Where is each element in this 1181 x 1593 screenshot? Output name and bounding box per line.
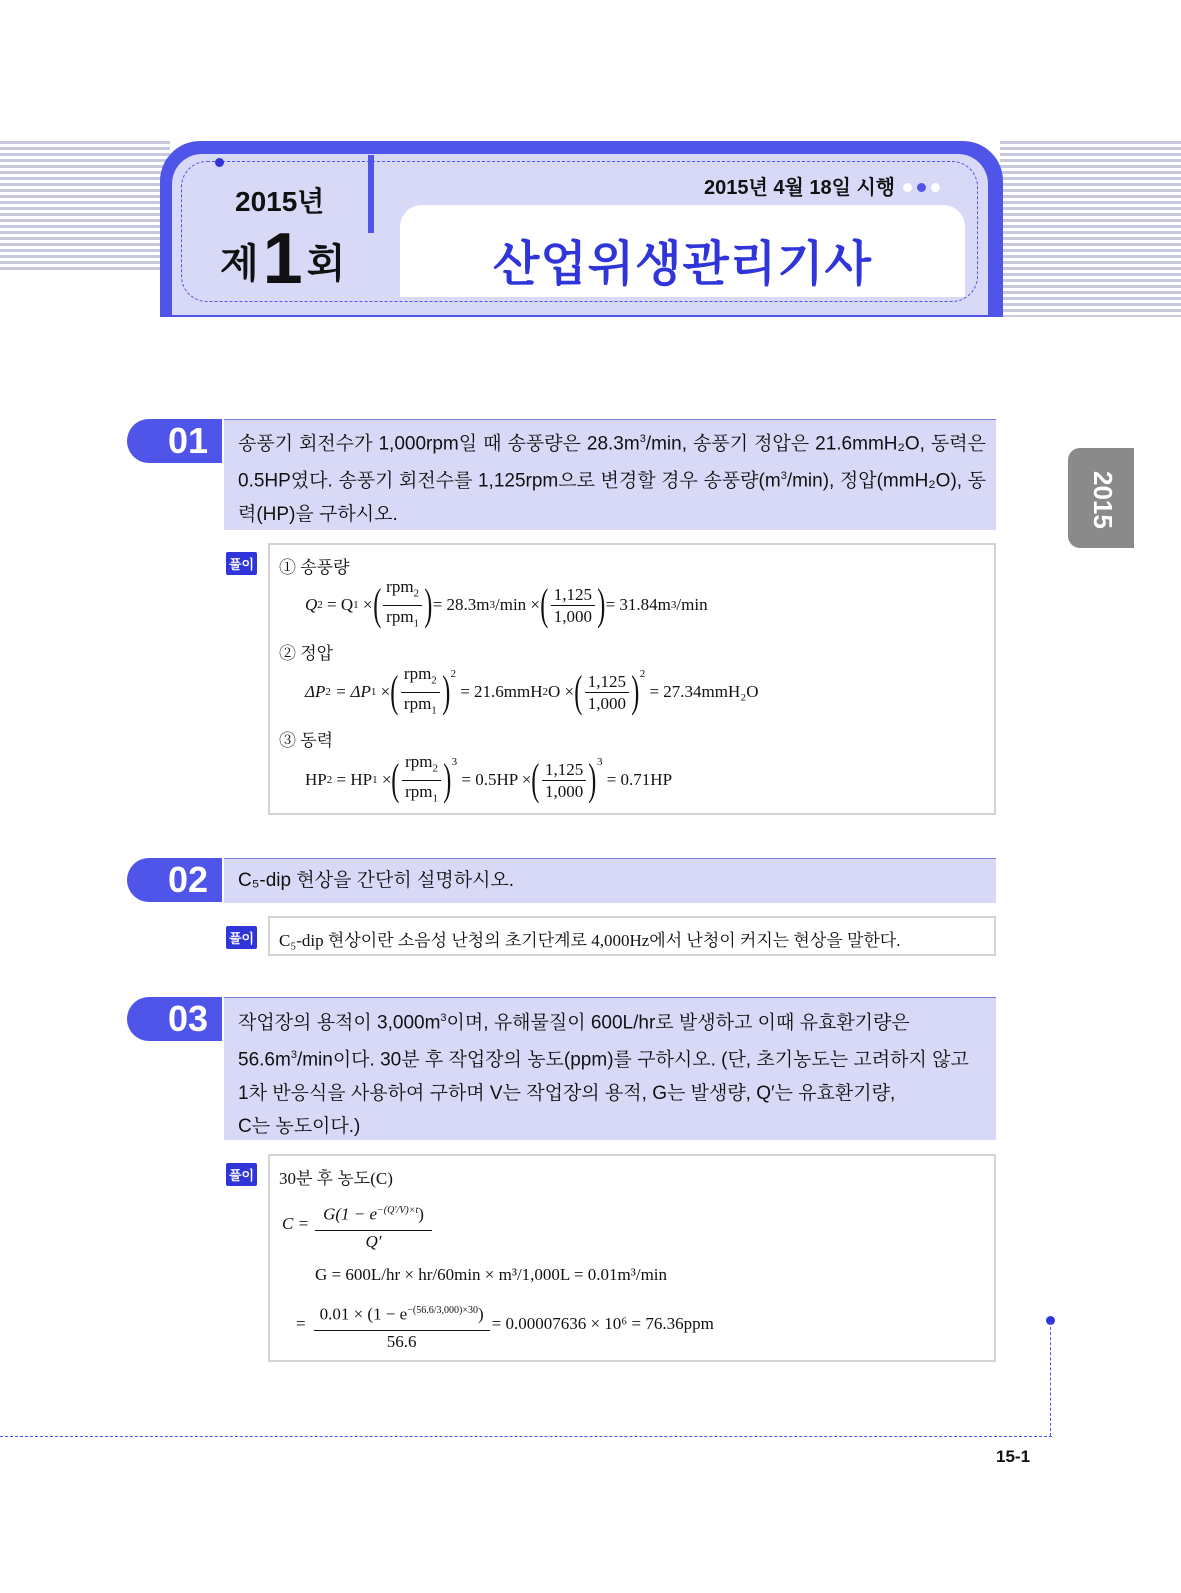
footer-vertical-dash — [1050, 1322, 1051, 1436]
sol3-calculation: = $\frac{0.01 \times (1 - e^{-(56.6/3,000)\times 30})}{56.6}$ = 0.00007636 × 10⁶ = 76.36ppm — [296, 1292, 714, 1356]
year-side-tab-label: 2015 — [1088, 471, 1118, 529]
question-number-01: 01 — [127, 419, 222, 463]
sol1-label-airflow: ① 송풍량 — [279, 558, 350, 577]
page-title: 산업위생관리기사 — [493, 238, 872, 291]
sol3-label: 30분 후 농도(C) — [279, 1169, 393, 1188]
page-number: 15-1 — [996, 1447, 1031, 1466]
header-divider — [368, 155, 374, 233]
sol1-equation-pressure: ΔP 2 = ΔP 1 × ( $\frac{rpm_2}{rpm_1}$ ) $^2$ = 21.6mmH 2 O × ( $\frac{1,125}{1,000}$ ) $^2$ = 27.34mmH₂O — [305, 664, 759, 716]
exam-round — [220, 218, 345, 300]
header-dot-marker — [215, 158, 224, 167]
header-stripes-right — [1000, 141, 1181, 317]
sol1-equation-power: HP 2 = HP 1 × ( $\frac{rpm_2}{rpm_1}$ ) $^3$ = 0.5HP × ( $\frac{1,125}{1,000}$ ) $^3$ = 0.71HP — [305, 752, 673, 804]
solution-tag-01: 풀이 — [226, 552, 257, 575]
question-text-01: 송풍기 회전수가 1,000rpm일 때 송풍량은 $28.3m^3/\min$, 송풍기 정압은 21.6mmH₂O, 동력은 0.5HP였다. 송풍기 회전수를 1,125rpm으로 변경할 경우 송풍량$(m^3/\min)$, 정압(mmH₂O), 동력(HP)을 구하시오. — [238, 433, 986, 525]
question-text-02: C₅-dip 현상을 간단히 설명하시오. — [238, 870, 515, 891]
question-number-02: 02 — [127, 858, 222, 902]
sol3-formula: C = $\frac{G(1 - e^{-(Q'/V)\times t})}{Q'}$ — [282, 1190, 434, 1258]
exam-year: 2015년 — [235, 186, 325, 217]
exam-date: 2015년 4월 18일 시행 — [704, 177, 896, 199]
question-text-03: 작업장의 용적이 $3,000m^3$이며, 유해물질이 600L/hr로 발생하고 이때 유효환기량은 $56.6m^3/\min$이다. 30분 후 작업장의 농도(ppm)를 구하시오. (단, 초기농도는 고려하지 않고 1차 반응식을 사용하여 구하며 V는 작업장의 용적, G는 발생량, Q′는 유효환기량, C는 농도이다.) — [238, 1012, 969, 1137]
sol3-generation-rate: G = 600L/hr × hr/60min × m³/1,000L = 0.01m³/min — [315, 1265, 668, 1284]
sol1-label-pressure: ② 정압 — [279, 644, 334, 663]
solution-tag-03: 풀이 — [226, 1163, 257, 1186]
round-prefix: 제 — [220, 242, 259, 286]
header-stripes-left — [0, 141, 170, 272]
solution-tag-02: 풀이 — [226, 926, 257, 949]
sol1-equation-airflow: Q 2 = Q 1 × ( $\frac{rpm_2}{rpm_1}$ ) = 28.3m 3 /min × ( $\frac{1,125}{1,000}$ ) = 31.84m 3 /min — [305, 577, 708, 629]
dots-decoration — [903, 177, 945, 196]
question-number-03: 03 — [127, 997, 222, 1041]
footer-dashed-line — [0, 1436, 1052, 1437]
sol2-text: C₅-dip 현상이란 소음성 난청의 초기단계로 4,000Hz에서 난청이 커지는 현상을 말한다. — [279, 931, 901, 950]
round-suffix: 회 — [306, 242, 346, 286]
round-number: 1 — [262, 219, 303, 299]
sol1-label-power: ③ 동력 — [279, 731, 334, 750]
